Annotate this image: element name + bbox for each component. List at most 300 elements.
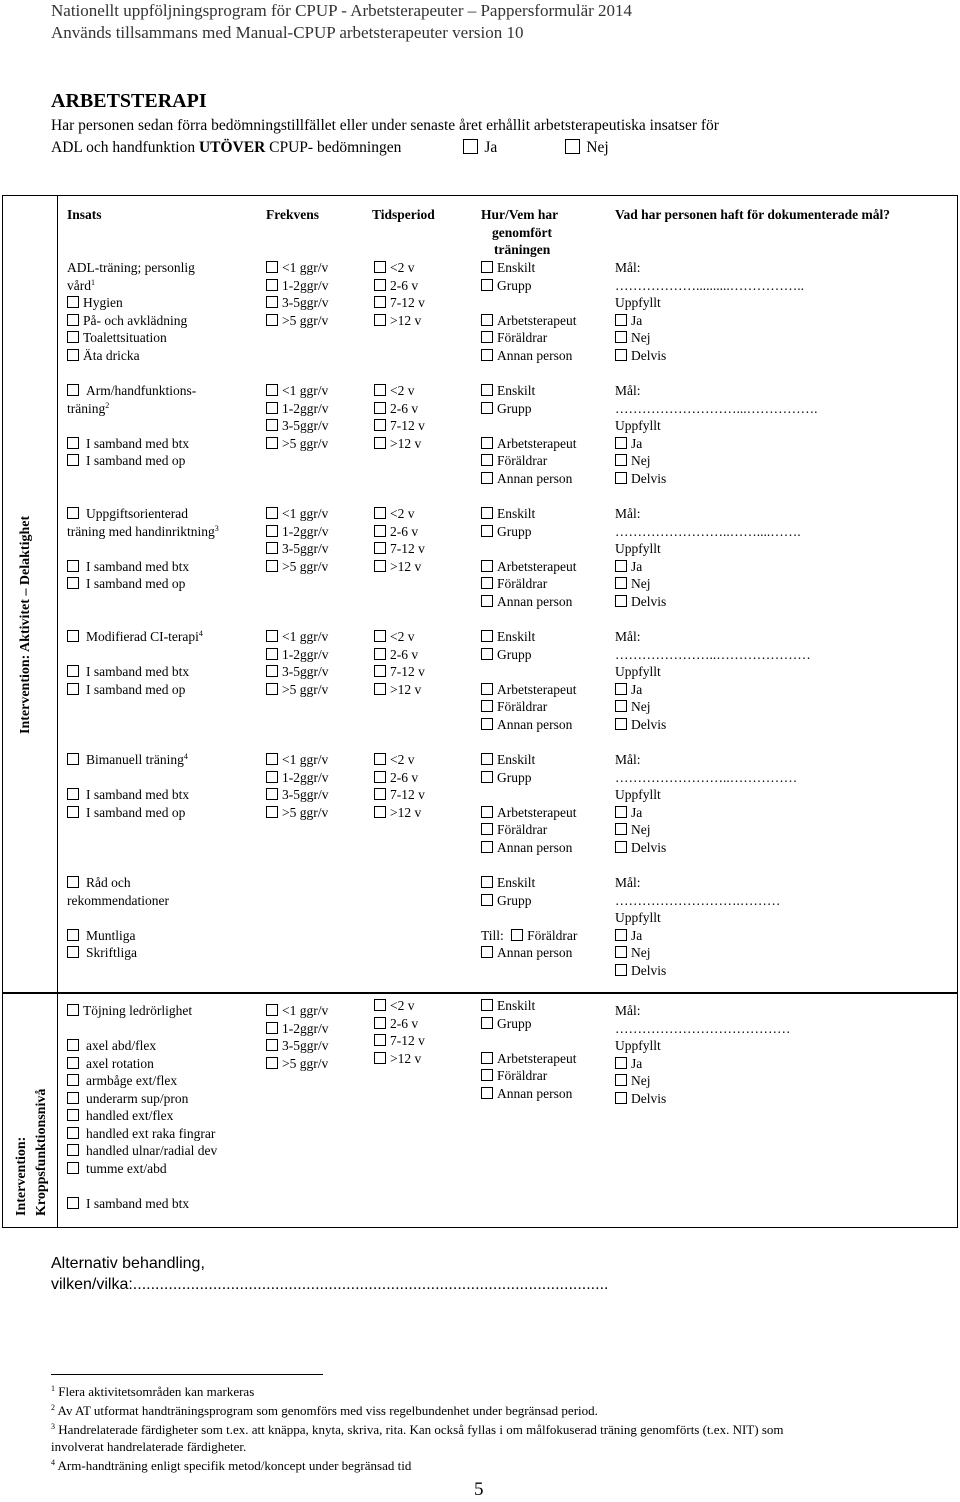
- frequency-label: 3-5ggr/v: [282, 664, 329, 679]
- who-foraldrar-label: Föräldrar: [497, 330, 548, 345]
- who-checkbox[interactable]: [511, 929, 523, 941]
- goal-nej-label: Nej: [631, 945, 651, 960]
- goal-delvis-checkbox[interactable]: [615, 472, 627, 484]
- goal-label: Mål:: [615, 875, 641, 890]
- goal-ja-checkbox[interactable]: [615, 314, 627, 326]
- frequency-checkbox[interactable]: [266, 806, 278, 818]
- side-label-activity: Intervention: Aktivitet – Delaktighet: [18, 515, 33, 734]
- who-checkbox[interactable]: [481, 876, 493, 888]
- rad-item-checkbox[interactable]: [67, 946, 79, 958]
- side-label-body-2: Kroppsfunktionsnivå: [34, 1088, 49, 1216]
- frequency-checkbox[interactable]: [266, 648, 278, 660]
- frequency-label: >5 ggr/v: [282, 804, 329, 820]
- row-toj-mal: [615, 1002, 791, 1107]
- period-label: 2-6 v: [390, 769, 419, 785]
- row-bim-hurvem: [481, 751, 576, 856]
- frequency-label: <1 ggr/v: [282, 752, 329, 767]
- period-checkbox[interactable]: [374, 1052, 386, 1064]
- who-foraldrar-checkbox[interactable]: [481, 823, 493, 835]
- who-arbetsterapeut-checkbox[interactable]: [481, 1052, 493, 1064]
- col-header-mal: Vad har personen haft för dokumenterade mål?: [615, 207, 891, 222]
- period-checkbox[interactable]: [374, 437, 386, 449]
- goal-label: Mål:: [615, 506, 641, 521]
- period-label: >12 v: [390, 681, 422, 697]
- period-label: <2 v: [390, 383, 415, 398]
- frequency-label: 3-5ggr/v: [282, 541, 329, 556]
- goal-ja-label: Ja: [631, 804, 643, 820]
- who-arbetsterapeut-label: Arbetsterapeut: [497, 804, 577, 820]
- who-foraldrar-label: Föräldrar: [497, 453, 548, 468]
- uppg-item-checkbox[interactable]: [67, 560, 79, 572]
- goal-ja-label: Ja: [631, 312, 643, 328]
- who-annan-checkbox[interactable]: [481, 1087, 493, 1099]
- who-foraldrar-checkbox[interactable]: [481, 331, 493, 343]
- arm-checkbox[interactable]: [67, 384, 79, 396]
- goal-delvis-label: Delvis: [631, 839, 667, 855]
- period-checkbox[interactable]: [374, 1034, 386, 1046]
- who-enskilt-label: Enskilt: [497, 629, 536, 644]
- row-arm-tidsperiod: [374, 382, 425, 452]
- goal-label: Mål:: [615, 383, 641, 398]
- who-foraldrar-checkbox[interactable]: [481, 700, 493, 712]
- who-foraldrar-label: Föräldrar: [497, 576, 548, 591]
- goal-delvis-checkbox[interactable]: [615, 841, 627, 853]
- who-annan-label: Annan person: [497, 470, 573, 486]
- period-label: 2-6 v: [390, 646, 419, 662]
- footnote-rule: [51, 1374, 323, 1375]
- who-annan-checkbox[interactable]: [481, 718, 493, 730]
- goal-dotted-field[interactable]: ………………………...…………….: [615, 400, 818, 416]
- toj-item-checkbox[interactable]: [67, 1074, 79, 1086]
- goal-delvis-label: Delvis: [631, 470, 667, 486]
- bim-item-checkbox[interactable]: [67, 788, 79, 800]
- goal-uppfyllt-label: Uppfyllt: [615, 541, 661, 556]
- goal-dotted-field[interactable]: ……………………..……………: [615, 769, 798, 785]
- who-annan-label: Annan person: [497, 839, 573, 855]
- goal-dotted-field[interactable]: ……………………..……....…….: [615, 523, 801, 539]
- frequency-checkbox[interactable]: [266, 525, 278, 537]
- who-enskilt-checkbox[interactable]: [481, 753, 493, 765]
- period-checkbox[interactable]: [374, 753, 386, 765]
- row-uppg-frekvens: [266, 505, 329, 575]
- who-annan-label: Annan person: [497, 593, 573, 609]
- row-uppg-mal: [615, 505, 801, 610]
- period-label: <2 v: [390, 506, 415, 521]
- row-uppg-hurvem: [481, 505, 576, 610]
- goal-ja-checkbox[interactable]: [615, 683, 627, 695]
- period-checkbox[interactable]: [374, 296, 386, 308]
- who-grupp-label: Grupp: [497, 277, 532, 293]
- who-arbetsterapeut-checkbox[interactable]: [481, 314, 493, 326]
- goal-nej-label: Nej: [631, 699, 651, 714]
- toj-checkbox[interactable]: [67, 1004, 79, 1016]
- frequency-checkbox[interactable]: [266, 279, 278, 291]
- frequency-label: 3-5ggr/v: [282, 418, 329, 433]
- frequency-checkbox[interactable]: [266, 402, 278, 414]
- goal-uppfyllt-label: Uppfyllt: [615, 1038, 661, 1053]
- frequency-checkbox[interactable]: [266, 261, 278, 273]
- section-title: ARBETSTERAPI: [51, 90, 207, 112]
- period-label: 7-12 v: [390, 541, 425, 556]
- who-arbetsterapeut-label: Arbetsterapeut: [497, 1050, 577, 1066]
- who-enskilt-checkbox[interactable]: [481, 630, 493, 642]
- who-annan-checkbox[interactable]: [481, 595, 493, 607]
- header-line-2: Används tillsammans med Manual-CPUP arbetsterapeuter version 10: [51, 23, 524, 42]
- goal-delvis-checkbox[interactable]: [615, 595, 627, 607]
- period-checkbox[interactable]: [374, 771, 386, 783]
- period-checkbox[interactable]: [374, 507, 386, 519]
- period-checkbox[interactable]: [374, 788, 386, 800]
- row-rad-mal: [615, 874, 780, 979]
- frequency-checkbox[interactable]: [266, 384, 278, 396]
- adl-item-checkbox[interactable]: [67, 331, 79, 343]
- row-arm-hurvem: [481, 382, 576, 487]
- row-arm-frekvens: [266, 382, 329, 452]
- frequency-checkbox[interactable]: [266, 771, 278, 783]
- who-enskilt-checkbox[interactable]: [481, 999, 493, 1011]
- who-foraldrar-label: Föräldrar: [497, 822, 548, 837]
- row-ci-tidsperiod: [374, 628, 425, 698]
- period-label: >12 v: [390, 312, 422, 328]
- goal-nej-label: Nej: [631, 822, 651, 837]
- frequency-checkbox[interactable]: [266, 1057, 278, 1069]
- footnotes: $^1$ Flera aktivitetsområden kan markeras $^2$ Av AT utformat handträningsprogram som genomförs med viss regelbundenhet under begränsad period. $^3$ Handrelaterade färdigheter som t.ex. att knäppa, knyta, skriva, rita. Kan också fyllas i om målfokuserad träning genomförts (t.ex. NIT) som involverat handrelaterade färdigheter. $^4$ Arm-handträning enligt specifik metod/koncept under begränsad tid: [51, 1384, 784, 1473]
- goal-uppfyllt-label: Uppfyllt: [615, 787, 661, 802]
- period-checkbox[interactable]: [374, 1017, 386, 1029]
- row-ci-insats: Modifierad CI-terapi$^4$ I samband med btx I samband med op: [67, 628, 203, 698]
- period-checkbox[interactable]: [374, 683, 386, 695]
- who-arbetsterapeut-checkbox[interactable]: [481, 437, 493, 449]
- who-grupp-checkbox[interactable]: [481, 279, 493, 291]
- who-checkbox[interactable]: [481, 946, 493, 958]
- adl-item-checkbox[interactable]: [67, 296, 79, 308]
- rad-checkbox[interactable]: [67, 876, 79, 888]
- who-arbetsterapeut-label: Arbetsterapeut: [497, 681, 577, 697]
- frequency-checkbox[interactable]: [266, 665, 278, 677]
- row-adl-insats: ADL-träning; personlig vård$^1$ Hygien På- och avklädning Toalettsituation Äta dricka: [67, 260, 195, 363]
- who-annan-label: Annan person: [497, 716, 573, 732]
- who-enskilt-label: Enskilt: [497, 383, 536, 398]
- frequency-label: >5 ggr/v: [282, 558, 329, 574]
- frequency-checkbox[interactable]: [266, 437, 278, 449]
- period-checkbox[interactable]: [374, 999, 386, 1011]
- toj-item-checkbox[interactable]: [67, 1144, 79, 1156]
- uppg-checkbox[interactable]: [67, 507, 79, 519]
- who-enskilt-checkbox[interactable]: [481, 384, 493, 396]
- row-arm-mal: [615, 382, 818, 487]
- goal-ja-checkbox[interactable]: [615, 437, 627, 449]
- frequency-checkbox[interactable]: [266, 560, 278, 572]
- row-bim-mal: [615, 751, 797, 856]
- goal-nej-checkbox[interactable]: [615, 577, 627, 589]
- period-checkbox[interactable]: [374, 261, 386, 273]
- goal-uppfyllt-label: Uppfyllt: [615, 295, 661, 310]
- period-label: 2-6 v: [390, 1015, 419, 1031]
- frequency-label: <1 ggr/v: [282, 1003, 329, 1018]
- ci-item-checkbox[interactable]: [67, 683, 79, 695]
- goal-nej-label: Nej: [631, 330, 651, 345]
- who-enskilt-label: Enskilt: [497, 506, 536, 521]
- toj-btx-checkbox[interactable]: [67, 1197, 79, 1209]
- period-checkbox[interactable]: [374, 314, 386, 326]
- toj-item-checkbox[interactable]: [67, 1057, 79, 1069]
- row-toj-hurvem: [481, 997, 576, 1102]
- who-grupp-label: Grupp: [497, 523, 532, 539]
- period-checkbox[interactable]: [374, 402, 386, 414]
- frequency-checkbox[interactable]: [266, 1004, 278, 1016]
- uppg-item-checkbox[interactable]: [67, 577, 79, 589]
- frequency-label: <1 ggr/v: [282, 260, 329, 275]
- question-line-1: Har personen sedan förra bedömningstillfället eller under senaste året erhållit arbetsterapeutiska insatser för: [51, 117, 719, 134]
- frequency-label: >5 ggr/v: [282, 435, 329, 451]
- goal-uppfyllt-label: Uppfyllt: [615, 418, 661, 433]
- arm-item-checkbox[interactable]: [67, 437, 79, 449]
- who-arbetsterapeut-checkbox[interactable]: [481, 683, 493, 695]
- row-rad-hurvem: Enskilt Grupp Till: Föräldrar Annan person: [481, 875, 578, 960]
- ci-item-checkbox[interactable]: [67, 665, 79, 677]
- header-line-1: Nationellt uppföljningsprogram för CPUP - Arbetsterapeuter – Pappersformulär 2014: [51, 1, 633, 20]
- frequency-label: <1 ggr/v: [282, 383, 329, 398]
- row-ci-mal: [615, 628, 811, 733]
- who-grupp-checkbox[interactable]: [481, 771, 493, 783]
- who-checkbox[interactable]: [481, 894, 493, 906]
- goal-delvis-checkbox[interactable]: [615, 964, 627, 976]
- who-annan-checkbox[interactable]: [481, 841, 493, 853]
- goal-ja-checkbox[interactable]: [615, 1057, 627, 1069]
- who-grupp-checkbox[interactable]: [481, 648, 493, 660]
- who-annan-checkbox[interactable]: [481, 349, 493, 361]
- goal-dotted-field[interactable]: ……………………….………: [615, 892, 781, 908]
- who-grupp-label: Grupp: [497, 1015, 532, 1031]
- who-grupp-label: Grupp: [497, 400, 532, 416]
- frequency-label: 3-5ggr/v: [282, 1038, 329, 1053]
- row-bim-insats: Bimanuell träning$^4$ I samband med btx I samband med op: [67, 751, 189, 821]
- frequency-checkbox[interactable]: [266, 507, 278, 519]
- goal-nej-checkbox[interactable]: [615, 823, 627, 835]
- period-label: 2-6 v: [390, 400, 419, 416]
- period-label: 2-6 v: [390, 523, 419, 539]
- period-checkbox[interactable]: [374, 279, 386, 291]
- side-label-body-1: Intervention:: [14, 1136, 29, 1216]
- period-label: 7-12 v: [390, 295, 425, 310]
- alternativ-line-2[interactable]: vilken/vilka:...........................................................................................................: [51, 1276, 609, 1293]
- question-no-checkbox[interactable]: [565, 139, 580, 154]
- period-label: >12 v: [390, 804, 422, 820]
- period-label: 2-6 v: [390, 277, 419, 293]
- goal-delvis-checkbox[interactable]: [615, 349, 627, 361]
- goal-uppfyllt-label: Uppfyllt: [615, 664, 661, 679]
- frequency-label: 1-2ggr/v: [282, 769, 329, 785]
- page-number: 5: [474, 1479, 484, 1500]
- row-adl-frekvens: [266, 259, 329, 329]
- frequency-label: 1-2ggr/v: [282, 523, 329, 539]
- goal-nej-label: Nej: [631, 1073, 651, 1088]
- goal-nej-checkbox[interactable]: [615, 700, 627, 712]
- frequency-label: >5 ggr/v: [282, 1055, 329, 1071]
- frequency-checkbox[interactable]: [266, 683, 278, 695]
- period-checkbox[interactable]: [374, 630, 386, 642]
- rad-item-checkbox[interactable]: [67, 929, 79, 941]
- col-header-frekvens: Frekvens: [266, 207, 319, 222]
- who-arbetsterapeut-label: Arbetsterapeut: [497, 312, 577, 328]
- row-toj-insats: Töjning ledrörlighet axel abd/flex axel rotation armbåge ext/flex underarm sup/pron handled ext/flex handled ext raka fingrar handled ulnar/radial dev tumme ext/abd I samband med btx: [67, 1002, 217, 1212]
- question-yes-checkbox[interactable]: [463, 139, 478, 154]
- period-checkbox[interactable]: [374, 542, 386, 554]
- who-enskilt-checkbox[interactable]: [481, 507, 493, 519]
- period-label: <2 v: [390, 629, 415, 644]
- bim-checkbox[interactable]: [67, 753, 79, 765]
- frequency-checkbox[interactable]: [266, 542, 278, 554]
- toj-item-checkbox[interactable]: [67, 1127, 79, 1139]
- frequency-checkbox[interactable]: [266, 1022, 278, 1034]
- frequency-checkbox[interactable]: [266, 314, 278, 326]
- frequency-checkbox[interactable]: [266, 630, 278, 642]
- goal-ja-label: Ja: [631, 681, 643, 697]
- row-adl-hurvem: [481, 259, 576, 364]
- frequency-checkbox[interactable]: [266, 419, 278, 431]
- goal-ja-checkbox[interactable]: [615, 560, 627, 572]
- period-label: >12 v: [390, 558, 422, 574]
- toj-item-checkbox[interactable]: [67, 1162, 79, 1174]
- frequency-label: 1-2ggr/v: [282, 646, 329, 662]
- question-line-2: ADL och handfunktion UTÖVER CPUP- bedömningen Ja Nej: [51, 139, 609, 156]
- period-checkbox[interactable]: [374, 525, 386, 537]
- goal-ja-label: Ja: [631, 558, 643, 574]
- goal-dotted-field[interactable]: …………………………………: [615, 1020, 791, 1036]
- goal-delvis-checkbox[interactable]: [615, 1092, 627, 1104]
- goal-ja-label: Ja: [631, 927, 643, 943]
- row-arm-insats: Arm/handfunktions- träning$^2$ I samband med btx I samband med op: [67, 383, 197, 468]
- col-header-tidsperiod: Tidsperiod: [372, 207, 435, 222]
- row-toj-frekvens: [266, 1002, 329, 1072]
- frequency-label: 1-2ggr/v: [282, 1020, 329, 1036]
- who-grupp-checkbox[interactable]: [481, 1017, 493, 1029]
- who-enskilt-checkbox[interactable]: [481, 261, 493, 273]
- goal-uppfyllt-label: Uppfyllt: [615, 910, 661, 925]
- row-bim-frekvens: [266, 751, 329, 821]
- who-arbetsterapeut-label: Arbetsterapeut: [497, 435, 577, 451]
- goal-ja-label: Ja: [631, 435, 643, 451]
- goal-label: Mål:: [615, 629, 641, 644]
- period-label: 7-12 v: [390, 664, 425, 679]
- row-ci-frekvens: [266, 628, 329, 698]
- goal-ja-label: Ja: [631, 1055, 643, 1071]
- alternativ-line-1: Alternativ behandling,: [51, 1255, 205, 1272]
- adl-item-checkbox[interactable]: [67, 314, 79, 326]
- who-grupp-checkbox[interactable]: [481, 525, 493, 537]
- frequency-checkbox[interactable]: [266, 753, 278, 765]
- who-foraldrar-label: Föräldrar: [497, 699, 548, 714]
- frequency-label: <1 ggr/v: [282, 506, 329, 521]
- row-adl-mal: [615, 259, 804, 364]
- frequency-label: 3-5ggr/v: [282, 787, 329, 802]
- goal-label: Mål:: [615, 260, 641, 275]
- row-ci-hurvem: [481, 628, 576, 733]
- who-arbetsterapeut-checkbox[interactable]: [481, 560, 493, 572]
- period-checkbox[interactable]: [374, 806, 386, 818]
- toj-item-checkbox[interactable]: [67, 1109, 79, 1121]
- arm-item-checkbox[interactable]: [67, 454, 79, 466]
- goal-nej-checkbox[interactable]: [615, 1074, 627, 1086]
- who-annan-label: Annan person: [497, 347, 573, 363]
- goal-delvis-checkbox[interactable]: [615, 718, 627, 730]
- frequency-checkbox[interactable]: [266, 1039, 278, 1051]
- who-grupp-checkbox[interactable]: [481, 402, 493, 414]
- frequency-label: <1 ggr/v: [282, 629, 329, 644]
- row-toj-tidsperiod: [374, 997, 425, 1067]
- adl-item-checkbox[interactable]: [67, 349, 79, 361]
- goal-nej-label: Nej: [631, 453, 651, 468]
- who-foraldrar-label: Föräldrar: [497, 1068, 548, 1083]
- goal-dotted-field[interactable]: …………………..…………………: [615, 646, 811, 662]
- who-grupp-label: Grupp: [497, 646, 532, 662]
- period-label: <2 v: [390, 998, 415, 1013]
- goal-delvis-label: Delvis: [631, 716, 667, 732]
- frequency-checkbox[interactable]: [266, 788, 278, 800]
- period-label: 7-12 v: [390, 787, 425, 802]
- row-uppg-tidsperiod: [374, 505, 425, 575]
- period-checkbox[interactable]: [374, 419, 386, 431]
- who-arbetsterapeut-checkbox[interactable]: [481, 806, 493, 818]
- toj-item-checkbox[interactable]: [67, 1039, 79, 1051]
- who-foraldrar-checkbox[interactable]: [481, 454, 493, 466]
- goal-nej-checkbox[interactable]: [615, 331, 627, 343]
- goal-delvis-label: Delvis: [631, 347, 667, 363]
- goal-ja-checkbox[interactable]: [615, 806, 627, 818]
- who-enskilt-label: Enskilt: [497, 752, 536, 767]
- goal-delvis-label: Delvis: [631, 593, 667, 609]
- row-rad-insats: Råd och rekommendationer Muntliga Skriftliga: [67, 875, 169, 960]
- goal-label: Mål:: [615, 752, 641, 767]
- frequency-checkbox[interactable]: [266, 296, 278, 308]
- goal-nej-checkbox[interactable]: [615, 454, 627, 466]
- row-bim-tidsperiod: [374, 751, 425, 821]
- who-enskilt-label: Enskilt: [497, 998, 536, 1013]
- toj-item-checkbox[interactable]: [67, 1092, 79, 1104]
- period-label: >12 v: [390, 435, 422, 451]
- who-foraldrar-checkbox[interactable]: [481, 1069, 493, 1081]
- goal-nej-checkbox[interactable]: [615, 946, 627, 958]
- frequency-label: 1-2ggr/v: [282, 277, 329, 293]
- col-header-hurvem: Hur/Vem har genomfört träningen: [481, 207, 559, 257]
- period-checkbox[interactable]: [374, 384, 386, 396]
- goal-dotted-field[interactable]: ………………..........……………..: [615, 277, 804, 293]
- frequency-label: 1-2ggr/v: [282, 400, 329, 416]
- who-arbetsterapeut-label: Arbetsterapeut: [497, 558, 577, 574]
- goal-delvis-label: Delvis: [631, 962, 667, 978]
- goal-ja-checkbox[interactable]: [615, 929, 627, 941]
- row-adl-tidsperiod: [374, 259, 425, 329]
- goal-label: Mål:: [615, 1003, 641, 1018]
- period-checkbox[interactable]: [374, 648, 386, 660]
- period-label: <2 v: [390, 752, 415, 767]
- period-checkbox[interactable]: [374, 560, 386, 572]
- who-annan-checkbox[interactable]: [481, 472, 493, 484]
- goal-delvis-label: Delvis: [631, 1090, 667, 1106]
- period-label: >12 v: [390, 1050, 422, 1066]
- col-header-insats: Insats: [67, 207, 102, 222]
- period-label: 7-12 v: [390, 418, 425, 433]
- frequency-label: 3-5ggr/v: [282, 295, 329, 310]
- ci-checkbox[interactable]: [67, 630, 79, 642]
- period-label: <2 v: [390, 260, 415, 275]
- who-foraldrar-checkbox[interactable]: [481, 577, 493, 589]
- period-checkbox[interactable]: [374, 665, 386, 677]
- who-enskilt-label: Enskilt: [497, 260, 536, 275]
- period-label: 7-12 v: [390, 1033, 425, 1048]
- bim-item-checkbox[interactable]: [67, 806, 79, 818]
- goal-nej-label: Nej: [631, 576, 651, 591]
